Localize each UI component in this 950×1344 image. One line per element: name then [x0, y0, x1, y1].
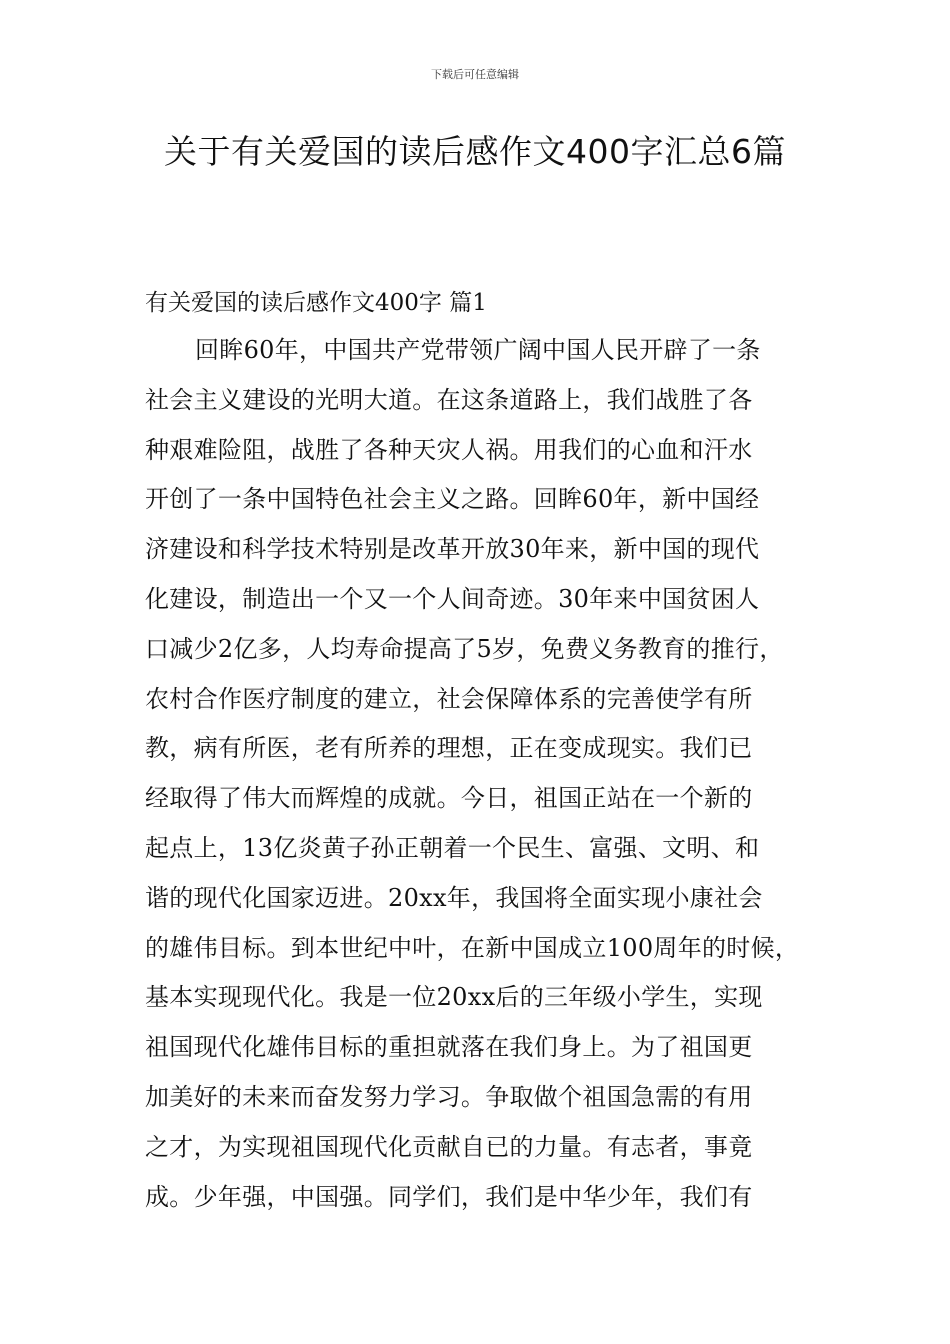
body-line: 教，病有所医，老有所养的理想，正在变成现实。我们已	[145, 734, 753, 763]
body-line: 谐的现代化国家迈进。20xx年，我国将全面实现小康社会	[145, 883, 763, 912]
body-line: 化建设，制造出一个又一个人间奇迹。30年来中国贫困人	[145, 584, 760, 613]
body-line: 的雄伟目标。到本世纪中叶，在新中国成立100周年的时候，	[145, 933, 800, 962]
body-line: 祖国现代化雄伟目标的重担就落在我们身上。为了祖国更	[145, 1033, 753, 1062]
body-line: 社会主义建设的光明大道。在这条道路上，我们战胜了各	[145, 385, 753, 414]
body-line: 加美好的未来而奋发努力学习。争取做个祖国急需的有用	[145, 1082, 753, 1111]
body-line: 之才，为实现祖国现代化贡献自已的力量。有志者，事竟	[145, 1132, 753, 1161]
body-line: 开创了一条中国特色社会主义之路。回眸60年，新中国经	[145, 485, 760, 514]
body-text	[145, 335, 835, 1231]
document-title: 关于有关爱国的读后感作文400字汇总6篇	[164, 132, 786, 171]
body-line: 农村合作医疗制度的建立，社会保障体系的完善使学有所	[145, 684, 753, 713]
body-line: 基本实现现代化。我是一位20xx后的三年级小学生，实现	[145, 983, 763, 1012]
body-line: 成。少年强，中国强。同学们，我们是中华少年，我们有	[145, 1182, 753, 1211]
body-line: 起点上，13亿炎黄子孙正朝着一个民生、富强、文明、和	[145, 833, 760, 862]
header-note: 下载后可任意编辑	[431, 68, 519, 81]
body-line: 济建设和科学技术特别是改革开放30年来，新中国的现代	[145, 535, 760, 564]
body-line: 回眸60年，中国共产党带领广阔中国人民开辟了一条	[195, 336, 761, 364]
body-line: 口减少2亿多，人均寿命提高了5岁，免费义务教育的推行，	[145, 634, 784, 663]
body-line: 经取得了伟大而辉煌的成就。今日，祖国正站在一个新的	[145, 784, 753, 813]
body-line: 种艰难险阻，战胜了各种天灾人祸。用我们的心血和汗水	[145, 435, 753, 464]
section-heading: 有关爱国的读后感作文400字 篇1	[145, 290, 487, 316]
